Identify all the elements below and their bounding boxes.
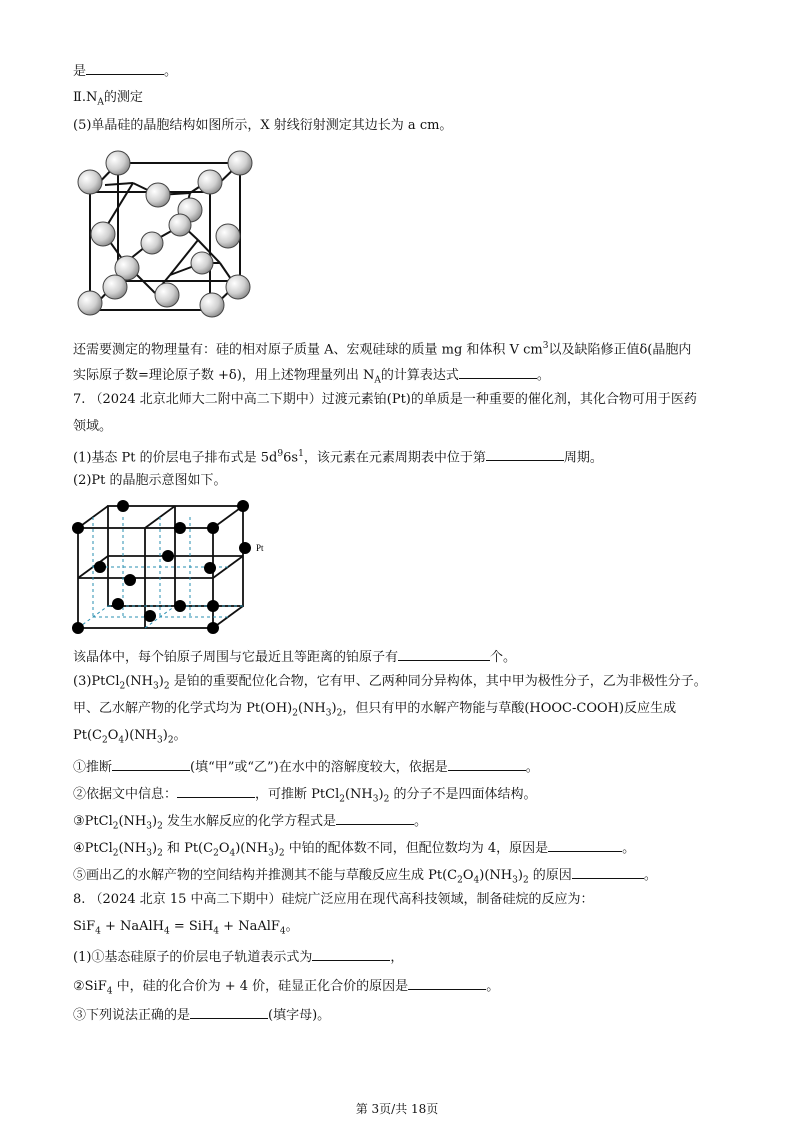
text-line-9: 该晶体中，每个铂原子周围与它最近且等距离的铂原子有 个。 bbox=[73, 646, 516, 667]
pt-atom bbox=[124, 574, 136, 586]
text-line-18: 8. （2024 北京 15 中高二下期中）硅烷广泛应用在现代高科技领域，制备硅烷的反应为： bbox=[73, 892, 594, 907]
answer-blank[interactable] bbox=[408, 975, 486, 990]
pt-atom bbox=[207, 600, 219, 612]
text-line-8: (2)Pt 的晶胞示意图如下。 bbox=[73, 473, 227, 488]
answer-blank[interactable] bbox=[398, 646, 490, 661]
atom bbox=[198, 170, 222, 194]
answer-blank[interactable] bbox=[459, 364, 537, 379]
text-line-6: 领域。 bbox=[73, 419, 113, 434]
atom bbox=[91, 222, 115, 246]
pt-atom bbox=[72, 622, 84, 634]
text-line-20: (1)①基态硅原子的价层电子轨道表示式为 ， bbox=[73, 946, 403, 967]
text-line-13: ①推断 (填“甲”或“乙”)在水中的溶解度较大，依据是 。 bbox=[73, 756, 539, 777]
pt-atom bbox=[94, 561, 106, 573]
atom bbox=[146, 183, 170, 207]
text-line-3: 还需要测定的物理量有：硅的相对原子质量 A、宏观硅球的质量 mg 和体积 V $cm^3$以及缺陷修正值δ(晶胞内 bbox=[73, 341, 692, 358]
pt-atom bbox=[144, 610, 156, 622]
atom bbox=[78, 291, 102, 315]
pt-atom bbox=[112, 598, 124, 610]
text-line-7: (1)基态 Pt 的价层电子排布式是 $5d^96s^1$，该元素在元素周期表中位于第 周期。 bbox=[73, 445, 603, 467]
pt-atom bbox=[207, 622, 219, 634]
atom bbox=[155, 283, 179, 307]
text-line-19: SiF$_4$ + NaAlH$_4$ = SiH$_4$ + NaAlF$_4$。 bbox=[73, 919, 299, 937]
text-line-1: $Ⅱ.N_A$的测定 bbox=[73, 90, 143, 108]
atom bbox=[228, 151, 252, 175]
answer-blank[interactable] bbox=[548, 837, 622, 852]
atom bbox=[103, 275, 127, 299]
pt-atom bbox=[237, 500, 249, 512]
text-line-22: ③下列说法正确的是 (填字母)。 bbox=[73, 1004, 330, 1025]
answer-blank[interactable] bbox=[312, 946, 390, 961]
pt-atom bbox=[204, 562, 216, 574]
pt-atom bbox=[174, 600, 186, 612]
answer-blank[interactable] bbox=[86, 60, 164, 75]
silicon-unit-cell-figure bbox=[70, 145, 265, 325]
answer-blank[interactable] bbox=[572, 864, 644, 879]
text-line-14: ②依据文中信息： ，可推断 $PtCl_2(NH_3)_2$ 的分子不是四面体结构。 bbox=[73, 783, 536, 809]
answer-blank[interactable] bbox=[336, 810, 414, 825]
text-line-11: 甲、乙水解产物的化学式均为 $Pt(OH)_2(NH_3)_2$，但只有甲的水解产物能与草酸(HOOC-COOH)反应生成 bbox=[73, 701, 677, 719]
atom bbox=[200, 293, 224, 317]
text-line-17: ⑤画出乙的水解产物的空间结构并推测其不能与草酸反应生成 $Pt(C_2O_4)(NH_3)_2$ 的原因 。 bbox=[73, 864, 657, 890]
text-line-0: 是 。 bbox=[73, 60, 177, 81]
atom bbox=[191, 252, 213, 274]
legend-pt-dot bbox=[239, 542, 251, 554]
atom bbox=[216, 224, 240, 248]
text-line-21: ②SiF$_4$ 中，硅的化合价为 + 4 价，硅显正化合价的原因是 。 bbox=[73, 975, 499, 1001]
answer-blank[interactable] bbox=[112, 756, 190, 771]
text-line-16: $④PtCl_2(NH_3)_2$ 和 $Pt(C_2O_4)(NH_3)_2$ 中铂的配体数不同，但配位数均为 4，原因是 。 bbox=[73, 837, 635, 863]
text-line-2: (5)单晶硅的晶胞结构如图所示，X 射线衍射测定其边长为 a cm。 bbox=[73, 118, 453, 133]
answer-blank[interactable] bbox=[486, 446, 564, 461]
pt-atom bbox=[207, 522, 219, 534]
atom bbox=[78, 170, 102, 194]
answer-blank[interactable] bbox=[177, 783, 255, 798]
answer-blank[interactable] bbox=[448, 756, 526, 771]
text-line-4: 实际原子数=理论原子数 +δ)，用上述物理量列出 $N_A$的计算表达式 。 bbox=[73, 364, 550, 390]
pt-unit-cell-figure bbox=[70, 498, 280, 638]
atom bbox=[141, 232, 163, 254]
page-footer: 第 3页/共 18页 bbox=[355, 1102, 439, 1116]
pt-atom bbox=[162, 550, 174, 562]
text-line-12: $Pt(C_2O_4)(NH_3)_2$。 bbox=[73, 728, 187, 746]
text-line-10: $(3)PtCl_2(NH_3)_2$ 是铂的重要配位化合物，它有甲、乙两种同分异构体，其中甲为极性分子，乙为非极性分子。 bbox=[73, 674, 707, 692]
pt-atom bbox=[174, 522, 186, 534]
atom bbox=[106, 151, 130, 175]
atom bbox=[226, 275, 250, 299]
pt-atom bbox=[117, 500, 129, 512]
atom bbox=[169, 214, 191, 236]
text-line-15: $③PtCl_2(NH_3)_2$ 发生水解反应的化学方程式是 。 bbox=[73, 810, 427, 836]
legend-pt-label: Pt bbox=[256, 543, 264, 553]
pt-atom bbox=[72, 522, 84, 534]
answer-blank[interactable] bbox=[190, 1004, 268, 1019]
text-line-5: 7. （2024 北京北师大二附中高二下期中）过渡元素铂(Pt)的单质是一种重要的催化剂，其化合物可用于医药 bbox=[73, 392, 697, 407]
